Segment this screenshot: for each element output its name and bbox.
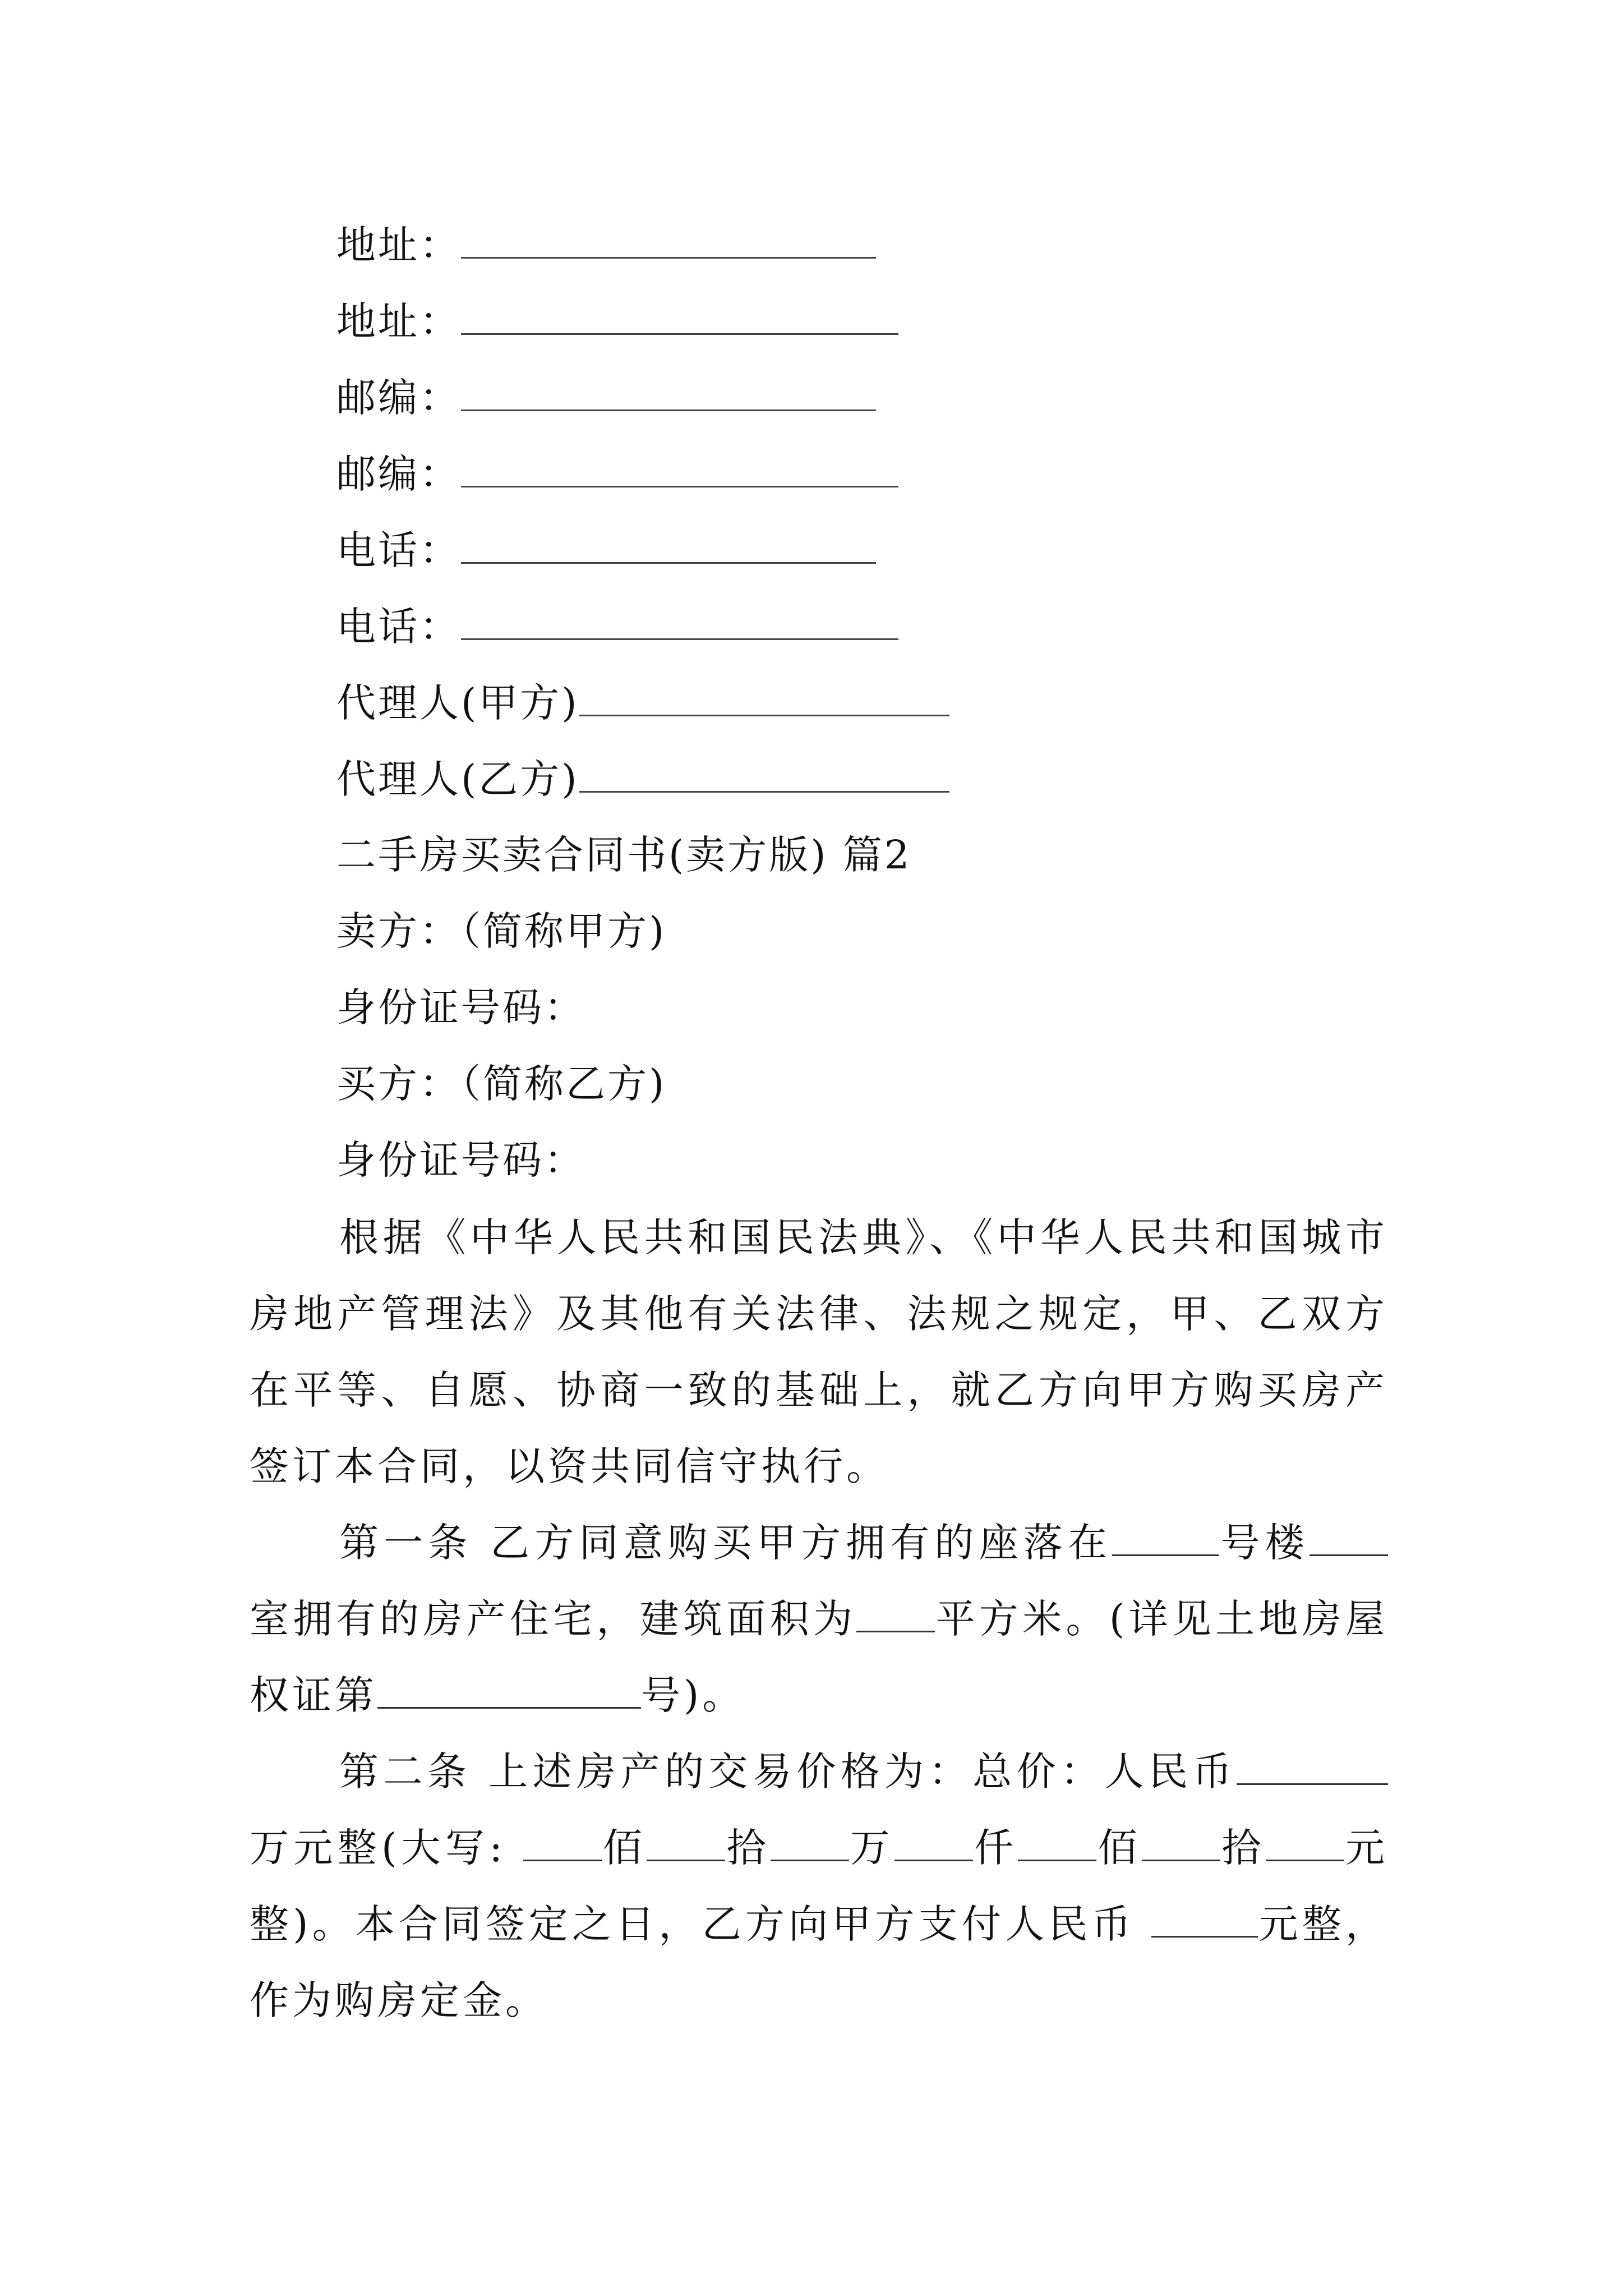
total-price-blank[interactable]	[1237, 1750, 1388, 1785]
article-1-text: 号楼	[1219, 1520, 1310, 1566]
room-number-blank[interactable]	[1310, 1521, 1388, 1556]
seller-agent-field	[336, 680, 949, 725]
building-number-blank[interactable]	[1112, 1521, 1219, 1556]
phone-label: 电话：	[336, 527, 461, 573]
buyer-agent-label: 代理人(乙方)	[336, 756, 579, 802]
certificate-number-blank[interactable]	[377, 1673, 641, 1709]
article-2-text: 元整)。本合同签定之日，乙方向甲方支付人民币	[250, 1825, 1389, 1947]
amount-digit-blank[interactable]	[647, 1826, 725, 1861]
unit-label: 万	[849, 1825, 895, 1871]
article-2-text: 元整，作为购房定金。	[250, 1901, 1388, 2023]
amount-digit-blank[interactable]	[523, 1826, 602, 1861]
address-blank[interactable]	[461, 222, 876, 259]
article-1-text: 平方米。(详见土地房屋权证第	[250, 1596, 1389, 1718]
article-2-text: 第二条 上述房产的交易价格为：总价：人民币	[339, 1749, 1237, 1795]
address-field-2	[336, 298, 898, 344]
article-1-paragraph	[250, 1504, 1388, 1733]
unit-label: 仟	[972, 1825, 1018, 1871]
buyer-id-line: 身份证号码：	[336, 1137, 585, 1183]
section-heading: 二手房买卖合同书(卖方版) 篇2	[336, 832, 912, 878]
unit-label: 拾	[1220, 1825, 1266, 1871]
article-2-text: 万元整(大写:	[250, 1825, 506, 1871]
phone-field-2	[336, 604, 898, 649]
address-label: 地址：	[336, 222, 461, 268]
buyer-line: 买方：（简称乙方)	[336, 1061, 667, 1107]
article-1-text: 第一条 乙方同意购买甲方拥有的座落在	[339, 1520, 1113, 1566]
phone-blank[interactable]	[461, 604, 898, 640]
postcode-field-1	[336, 375, 876, 420]
amount-digit-blank[interactable]	[895, 1826, 973, 1861]
amount-digit-blank[interactable]	[1266, 1826, 1344, 1861]
amount-digit-blank[interactable]	[1018, 1826, 1096, 1861]
unit-label: 佰	[601, 1825, 647, 1871]
unit-label: 佰	[1096, 1825, 1142, 1871]
amount-digit-blank[interactable]	[771, 1826, 849, 1861]
amount-digit-blank[interactable]	[1142, 1826, 1220, 1861]
article-1-text: 室拥有的房产住宅，建筑面积为	[250, 1596, 857, 1642]
seller-agent-blank[interactable]	[579, 680, 949, 716]
unit-label: 拾	[725, 1825, 771, 1871]
postcode-label: 邮编：	[336, 451, 461, 497]
article-1-text: 号)。	[641, 1672, 745, 1718]
article-2-paragraph	[250, 1733, 1388, 2039]
address-blank[interactable]	[461, 298, 898, 335]
buyer-agent-blank[interactable]	[579, 756, 949, 793]
address-label: 地址：	[336, 298, 461, 344]
area-blank[interactable]	[856, 1597, 935, 1632]
buyer-agent-field	[336, 756, 949, 802]
seller-agent-label: 代理人(甲方)	[336, 680, 579, 726]
seller-id-line: 身份证号码：	[336, 984, 585, 1030]
deposit-amount-blank[interactable]	[1151, 1902, 1258, 1938]
postcode-field-2	[336, 451, 898, 496]
phone-field-1	[336, 527, 876, 573]
intro-paragraph: 根据《中华人民共和国民法典》、《中华人民共和国城市房地产管理法》及其他有关法律、法规之规定，甲、乙双方在平等、自愿、协商一致的基础上，就乙方向甲方购买房产签订本合同，以资共同信守执行。	[250, 1214, 1388, 1489]
phone-label: 电话：	[336, 604, 461, 650]
postcode-label: 邮编：	[336, 375, 461, 421]
seller-line: 卖方：（简称甲方)	[336, 908, 667, 954]
address-field-1	[336, 222, 876, 268]
postcode-blank[interactable]	[461, 451, 898, 487]
postcode-blank[interactable]	[461, 375, 876, 411]
phone-blank[interactable]	[461, 527, 876, 564]
